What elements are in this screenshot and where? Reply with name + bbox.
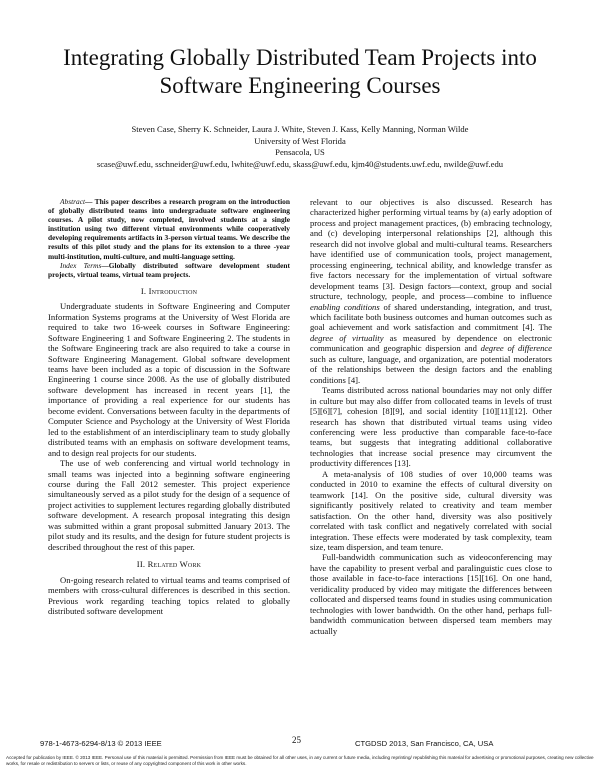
- paper-title: Integrating Globally Distributed Team Projects into Software Engineering Courses: [63, 45, 537, 98]
- related-work-paragraph-1-cont: relevant to our objectives is also discussed. Research has characterized higher performing virtual teams by (a) early adoption of process and project management practices, (b) embracing technology, and (c) developing interpersonal relationships [2], although this research did not involve global and multi-cultural teams. Researchers have identified use of communication tools, project management, processing engineering, technical ability, and knowledge transfer as five factors necessary for the implementation of virtual software development teams [3]. Design factors—context, group and social structure, technology, people, and process—combine to influence enabling conditions of shared understanding, integration, and trust, which facilitate both business outcomes and human outcomes such as goal achievement and work satisfaction and commitment [4]. The degree of virtuality as measured by dependence on electronic communication and geographic dispersion and degree of difference such as culture, language, and organization, are potential moderators of the relationships between the design factors and the enabling conditions [4].: [310, 197, 553, 385]
- abstract-text: — This paper describes a research program on the introduction of globally distributed teams into undergraduate software engineering courses. A pilot study, now completed, involved students at a single institution using two different virtual environments while cooperatively developing requirements artifacts in 3-person virtual teams. We describe the results of this pilot study and the plans for its extension to a three -year multi-institution, multi-culture, and multi-language setting.: [48, 197, 290, 261]
- author-emails: scase@uwf.edu, sschneider@uwf.edu, lwhite@uwf.edu, skass@uwf.edu, kjm40@students.uwf.edu, nwilde@uwf.edu: [96, 158, 504, 169]
- index-terms: [48, 261, 290, 279]
- abstract: [48, 197, 290, 261]
- intro-paragraph-2: The use of web conferencing and virtual world technology in small teams was injected into a beginning software engineering course during the Fall 2012 semester. This project experience simultaneously served as a pilot study for the design of a sequence of project activities to supplement lectures regarding globally distributed software development. A research proposal integrating this design was submitted within a grant proposal submitted January 2013. The pilot study and its results, and the design for future student projects is described throughout the rest of this paper.: [48, 458, 290, 552]
- emphasis-enabling-conditions: enabling conditions: [310, 301, 380, 312]
- right-column: [310, 197, 552, 636]
- related-work-paragraph-2: Teams distributed across national boundaries may not only differ in culture but may also differ from collocated teams in levels of trust [5][6][7], cohesion [8][9], and social identity [10][11][12]. Other research has shown that distributed virtual teams using video conferencing were less productive than comparable face-to-face teams, but suggests that integrating additional collaborative technologies that increase social presence may circumvent the productivity differences [13].: [310, 385, 552, 469]
- section-heading-related-work: II. Related Work: [136, 559, 202, 570]
- footer-conference: CTGDSD 2013, San Francisco, CA, USA: [355, 739, 494, 748]
- left-column: [48, 197, 290, 616]
- related-work-paragraph-3: A meta-analysis of 108 studies of over 10,000 teams was conducted in 2010 to examine the effects of cultural diversity on teamwork [14]. On the positive side, cultural diversity was significantly positively related to creativity and team member satisfaction. On the other hand, diversity was also positively correlated with task conflict and negatively correlated with social integration. These effects were moderated by task complexity, team size, team dispersion, and team tenure.: [310, 468, 552, 552]
- abstract-label: Abstract: [60, 197, 86, 206]
- page-number: 25: [292, 735, 301, 745]
- index-terms-text: —Globally distributed software development student projects, virtual teams, virtual team projects.: [48, 260, 291, 279]
- intro-paragraph-1: Undergraduate students in Software Engineering and Computer Information Systems programs at the University of West Florida are required to take two 16-week courses in Software Engineering: Software Engineering 1 and Software Engineering 2. The students in the Software Engineering track are also required to take a course in Software Engineering Management. Global software development teams have been included as a topic of discussion in the Software Engineering 1 course since 2008. As the use of globally distributed software development has increased in recent years [1], the importance of providing a real experience for our students has become evident. Conversations between faculty in the departments of Computer Science and Psychology at the University of West Florida led to the establishment of an interdisciplinary team to study globally distributed teams with an emphasis on software development teams, and to design real projects for our students.: [48, 301, 290, 458]
- author-block: [30, 124, 570, 170]
- related-work-paragraph-1: On-going research related to virtual teams and teams comprised of members with cross-cultural differences is described in this section. Previous work regarding teaching topics related to globally distributed software development: [48, 574, 290, 616]
- emphasis-degree-of-difference: degree of difference: [480, 343, 552, 354]
- author-location: Pensacola, US: [275, 147, 325, 158]
- author-names: Steven Case, Sherry K. Schneider, Laura J. White, Steven J. Kass, Kelly Manning, Norman Wilde: [131, 124, 469, 134]
- footer-isbn: 978-1-4673-6294-8/13 © 2013 IEEE: [40, 739, 162, 748]
- index-terms-label: Index Terms: [60, 260, 102, 270]
- related-work-paragraph-4: Full-bandwidth communication such as videoconferencing may have the capability to present verbal and paralinguistic cues close to those available in face-to-face interactions [15][16]. On one hand, veridicality produced by video may mitigate the differences between collocated and dispersed teams found in studies using communication technologies with lower bandwidth. On the other hand, perhaps full-bandwidth communication between dispersed team members may actually: [310, 552, 552, 636]
- author-affiliation: University of West Florida: [254, 135, 346, 146]
- emphasis-degree-of-virtuality: degree of virtuality: [310, 332, 384, 343]
- copyright-notice: Accepted for publication by IEEE. © 2013 IEEE. Personal use of this material is permitted. Permission from IEEE must be obtained for all other uses, in any current or future media, including reprinting/ republishing this material for advertising or promotional purposes, creating new collective works, for resale or redistribution to servers or lists, or reuse of any copyrighted component of this work in other works.: [6, 755, 594, 766]
- section-heading-introduction: I. Introduction: [140, 285, 198, 296]
